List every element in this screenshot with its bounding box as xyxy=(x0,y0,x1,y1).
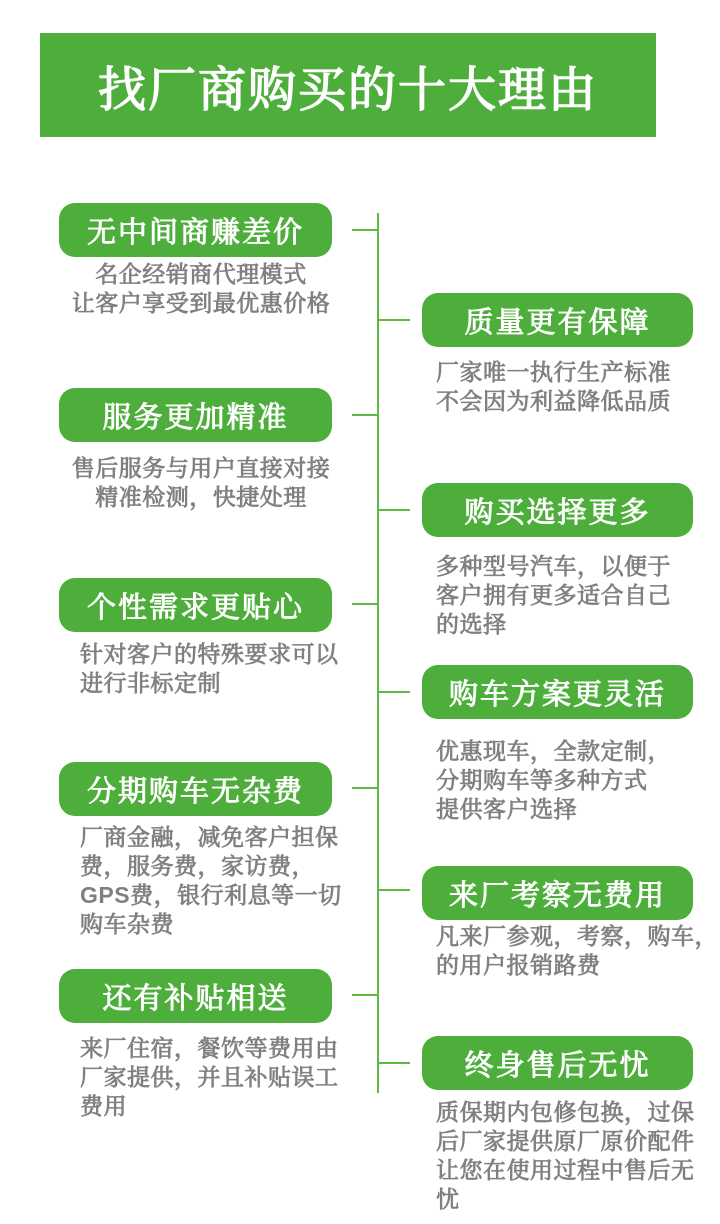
connector-left-3 xyxy=(352,603,378,605)
reason-desc xyxy=(436,922,716,980)
reason-badge-choices xyxy=(422,483,693,537)
desc-line: 的用户报销路费 xyxy=(436,952,601,978)
desc-line: 购车杂费 xyxy=(80,911,174,937)
desc-line: 厂家唯一执行生产标准 xyxy=(436,359,671,385)
reason-desc xyxy=(80,823,380,939)
desc-line: 分期购车等多种方式 xyxy=(436,767,648,793)
desc-line: 售后服务与用户直接对接 xyxy=(71,455,331,481)
desc-line: 忧 xyxy=(436,1186,460,1212)
reason-title: 无中间商赚差价 xyxy=(86,216,304,249)
reason-desc xyxy=(436,1098,716,1214)
connector-right-4 xyxy=(378,889,410,891)
reason-title: 终身售后无忧 xyxy=(464,1049,651,1082)
connector-left-5 xyxy=(352,994,378,996)
reason-badge-no-fees xyxy=(59,762,332,816)
connector-right-1 xyxy=(378,319,410,321)
reason-title: 来厂考察无费用 xyxy=(448,879,666,912)
reason-desc xyxy=(80,1034,380,1121)
reason-title: 购买选择更多 xyxy=(464,496,651,529)
desc-line: 进行非标定制 xyxy=(80,670,221,696)
reason-title: 购车方案更灵活 xyxy=(448,678,666,711)
desc-line: 提供客户选择 xyxy=(436,796,577,822)
desc-line: 厂商金融，减免客户担保 xyxy=(80,824,339,850)
reason-desc xyxy=(436,737,716,824)
desc-line: GPS费，银行利息等一切 xyxy=(80,882,342,908)
desc-line: 不会因为利益降低品质 xyxy=(436,388,671,414)
reason-badge-service xyxy=(59,388,332,442)
desc-line: 费用 xyxy=(80,1093,127,1119)
desc-line: 质保期内包修包换，过保 xyxy=(436,1099,695,1125)
desc-line: 客户拥有更多适合自己 xyxy=(436,582,671,608)
reason-title: 服务更加精准 xyxy=(102,401,289,434)
reason-badge-subsidy xyxy=(59,969,332,1023)
desc-line: 优惠现车，全款定制， xyxy=(436,738,671,764)
desc-line: 后厂家提供原厂原价配件 xyxy=(436,1128,695,1154)
desc-line: 让客户享受到最优惠价格 xyxy=(71,290,331,316)
desc-line: 精准检测，快捷处理 xyxy=(95,484,307,510)
desc-line: 来厂住宿，餐饮等费用由 xyxy=(80,1035,339,1061)
desc-line: 费，服务费，家访费， xyxy=(80,853,315,879)
desc-line: 凡来厂参观，考察，购车， xyxy=(436,923,718,949)
reason-desc xyxy=(80,640,380,698)
desc-line: 多种型号汽车，以便于 xyxy=(436,553,671,579)
connector-right-2 xyxy=(378,509,410,511)
desc-line: 厂家提供，并且补贴误工 xyxy=(80,1064,339,1090)
reason-badge-no-middleman xyxy=(59,203,332,257)
page-title: 找厂商购买的十大理由 xyxy=(97,63,598,117)
reason-desc xyxy=(436,552,716,639)
reason-badge-flexible-plans xyxy=(422,665,693,719)
connector-left-4 xyxy=(352,787,378,789)
desc-line: 名企经销商代理模式 xyxy=(95,261,307,287)
header-banner xyxy=(40,33,656,137)
connector-left-2 xyxy=(352,414,378,416)
desc-line: 的选择 xyxy=(436,611,507,637)
connector-right-3 xyxy=(378,691,410,693)
reason-badge-quality xyxy=(422,293,693,347)
reason-title: 质量更有保障 xyxy=(464,306,651,339)
desc-line: 让您在使用过程中售后无 xyxy=(436,1157,695,1183)
reason-desc xyxy=(436,358,716,416)
reason-badge-custom xyxy=(59,578,332,632)
reason-title: 还有补贴相送 xyxy=(102,982,289,1015)
connector-right-5 xyxy=(378,1062,410,1064)
desc-line: 针对客户的特殊要求可以 xyxy=(80,641,339,667)
connector-left-1 xyxy=(352,229,378,231)
reason-badge-free-visit xyxy=(422,866,693,920)
reason-badge-lifetime-aftersales xyxy=(422,1036,693,1090)
reason-desc xyxy=(48,260,354,318)
reason-title: 个性需求更贴心 xyxy=(86,591,304,624)
reason-title: 分期购车无杂费 xyxy=(86,775,304,808)
reason-desc xyxy=(48,454,354,512)
